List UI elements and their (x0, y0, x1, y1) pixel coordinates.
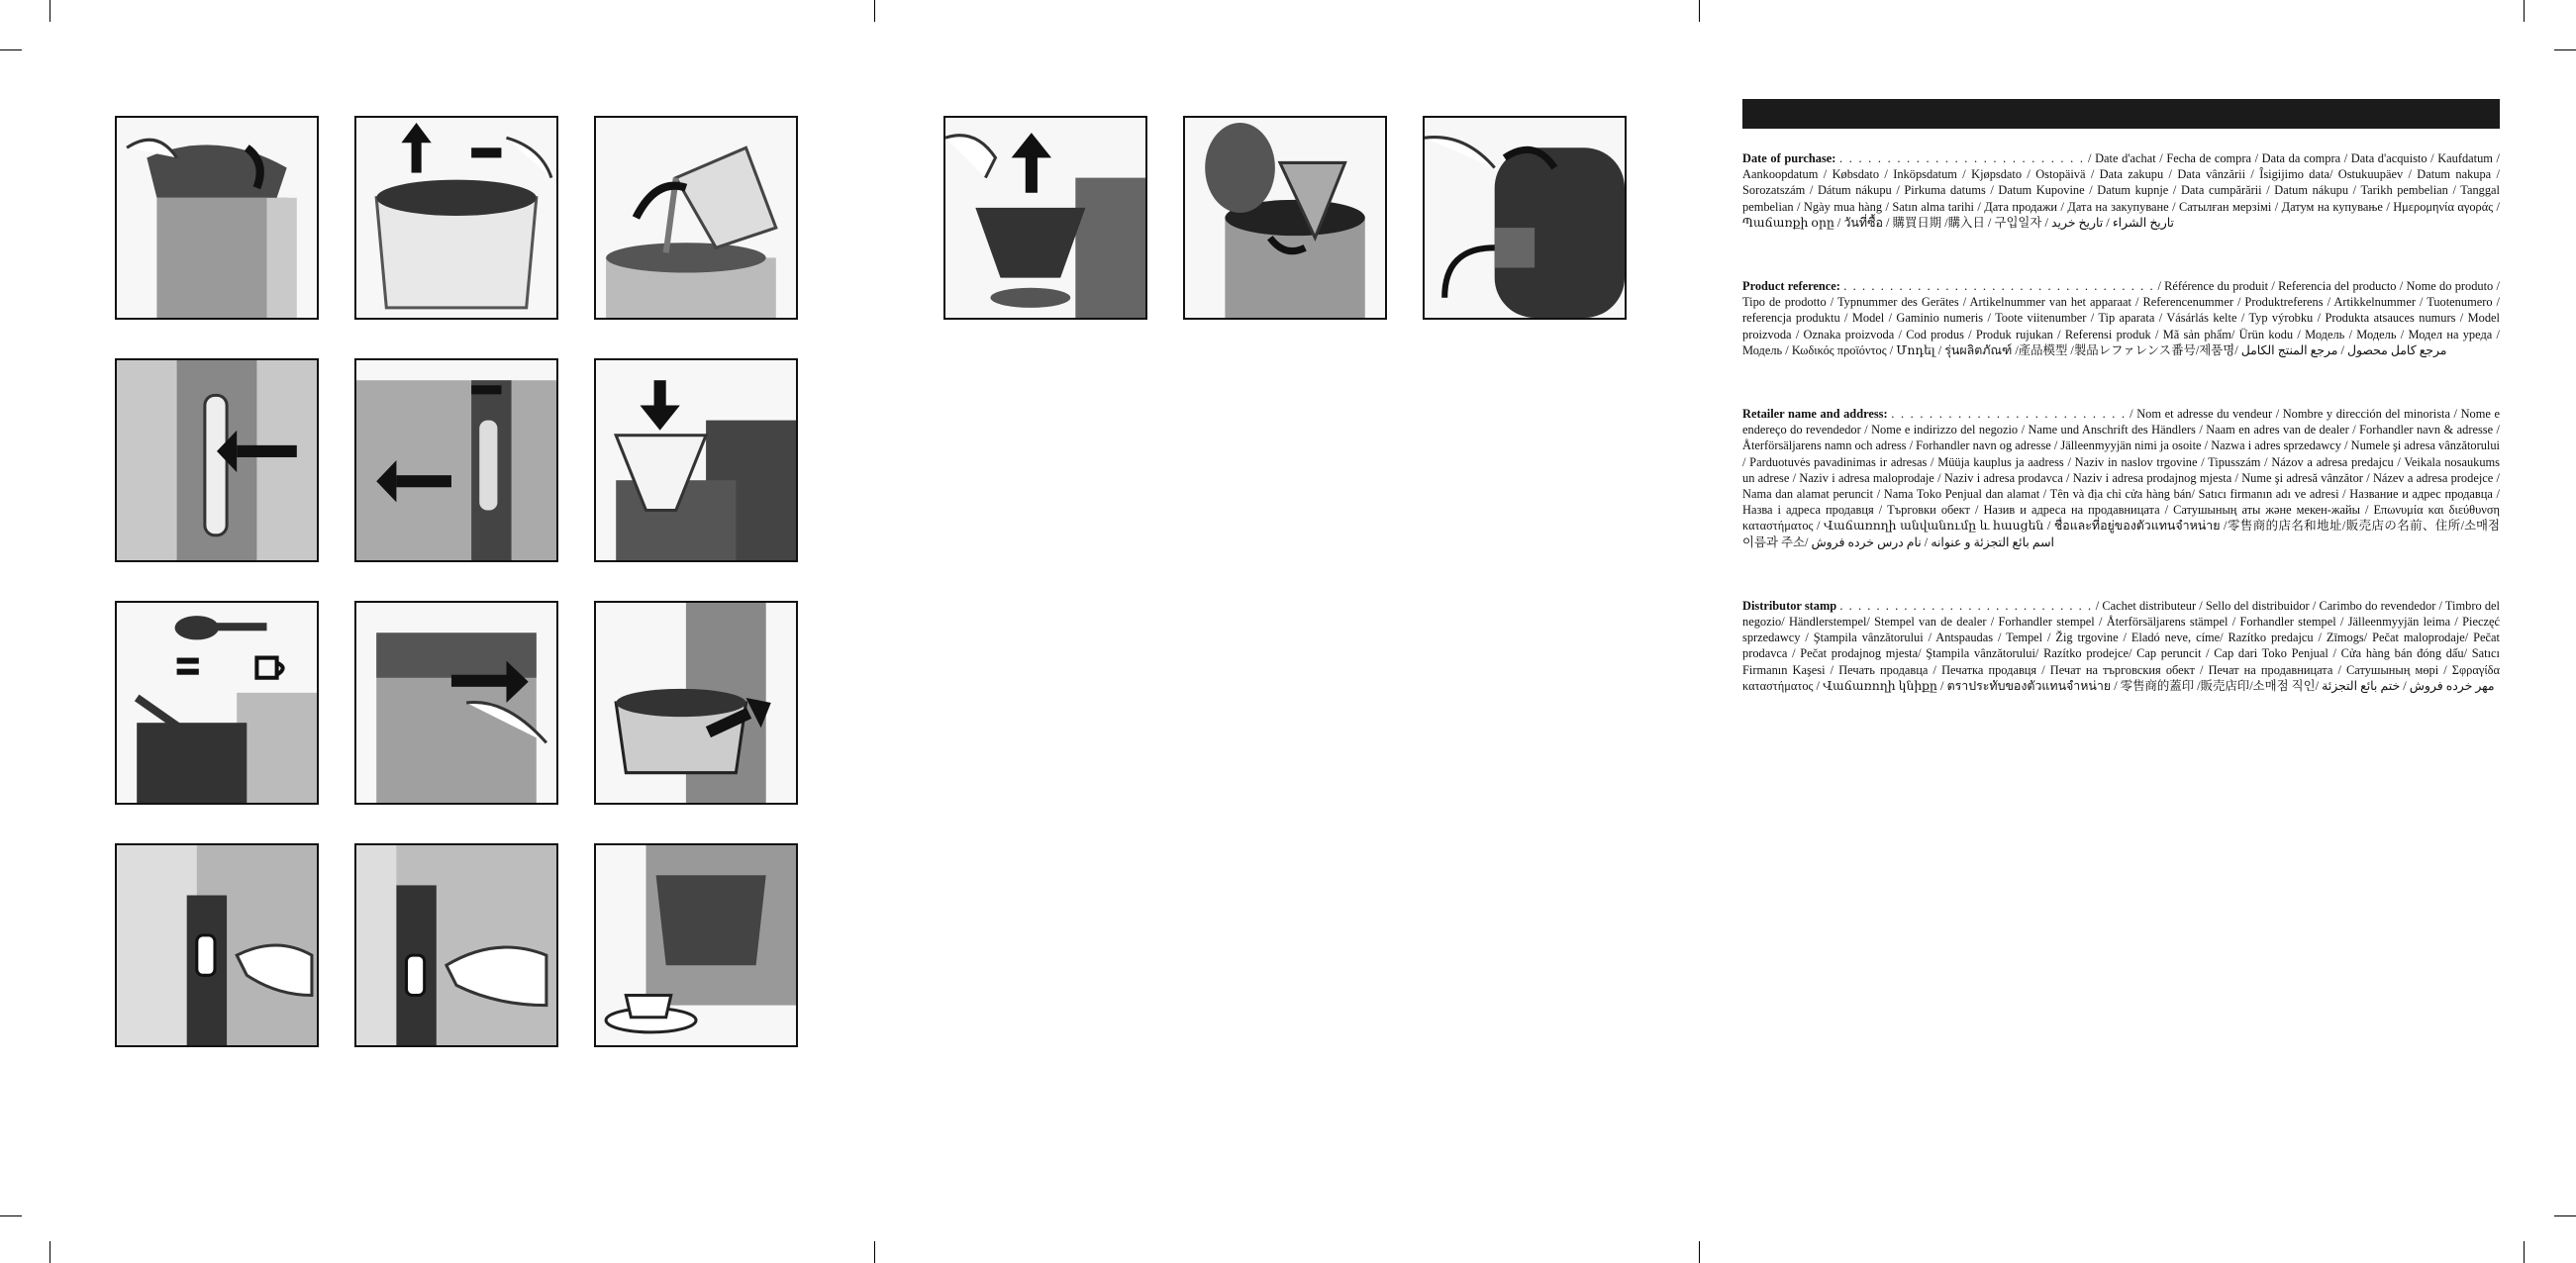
illustration-unplug-cord (1423, 116, 1627, 320)
fill-line: . . . . . . . . . . . . . . . . . . . . . . . . . . . . . . . . . . (1843, 279, 2155, 294)
fill-line: . . . . . . . . . . . . . . . . . . . . . . . . . . . . (1839, 598, 2093, 613)
illustration-press-switch-off (354, 843, 558, 1047)
illustration-remove-carafe-lid (354, 116, 558, 320)
field-translations: / Date d'achat / Fecha de compra / Data da compra / Data d'acquisto / Kaufdatum / Aankoopdatum / Købsdato / Inköpsdatum / Kjøpsdato / Ostopäivä / Data zakupu / Data vânzării / Ȋsigijimo data/ Ostukuupäev / Datum nakupa / Sorozatszám / Dátum nákupu / Pirkuma datums / Datum Kupovine / Datum kupnje / Data cumpărării / Datum nákupu / Tarikh pembelian / Tanggal pembelian / Ngày mua hàng / Satın alma tarihi / Дата продажи / Дата на закупуване / Сатылған мерзімі / Датум на купување / Ημερομηνία αγοράς / Պաճառքի օրը / วันที่ซื้อ / 購買日期 /購入日 / 구입일자 / تاريخ الشراء / تاريخ خريد (1742, 151, 2500, 230)
illustration-insert-carafe (594, 601, 798, 805)
illustration-insert-filter (594, 358, 798, 562)
field-label: Retailer name and address: (1742, 407, 1888, 422)
illustration-serve-coffee (594, 843, 798, 1047)
field-label: Date of purchase: (1742, 151, 1836, 165)
illustration-pour-water (594, 116, 798, 320)
illustration-add-coffee (115, 601, 319, 805)
illustration-remove-filter-holder (943, 116, 1147, 320)
product-info-form (1742, 99, 2500, 694)
field-product-reference (1742, 278, 2500, 358)
field-retailer-name-address (1742, 406, 2500, 550)
field-label: Product reference: (1742, 279, 1840, 294)
field-translations: / Nom et adresse du vendeur / Nombre y dirección del minorista / Nome e endereço do revendedor / Nome e indirizzo del negozio / Name und Anschrift des Händlers / Naam en adres van de dealer / Forhandler navn & adresse / Återförsäljarens namn och adress / Forhandler navn og adresse / Jälleenmyyjän nimi ja osoite / Nazwa i adres sprzedawcy / Numele şi adresa vânzătorului / Parduotuvės pavadinimas ir adresas / Müüja kauplus ja aadress / Naziv in naslov trgovine / Tipusszám / Názov a adresa predajcu / Veikala nosaukums un adrese / Naziv i adresa maloprodaje / Naziv i adresa prodavca / Naziv i adresa prodajnog mjesta / Nume şi adresă vânzător / Název a adresa prodejce / Nama dan alamat peruncit / Nama Toko Penjual dan alamat / Tên và địa chỉ cửa hàng bán/ Satıcı firmanın adı ve adresi / Название и адрес продавца / Назва і адреса продавця / Търговки обект / Назив и адреса на продавницата / Сатушының аты және мекен-жайы / Επωνυμία και διεύθυνση καταστήματος / Վաճառողի անվանումը և հասցեն / ชื่อและที่อยู่ของตัวแทนจำหน่าย /零售商的店名和地址/販売店の名前、住所/소매점 이름과 주소/ اسم بائع التجزئة و عنوانه / نام درس خرده فروش (1742, 407, 2500, 549)
illustration-close-lid (354, 601, 558, 805)
field-translations: / Référence du produit / Referencia del producto / Nome do produto / Tipo de prodotto / Typnummer des Gerätes / Artikelnummer van het apparaat / Referencenummer / Produktreferens / Artikkelnummer / Tuotenumero / referencja produktu / Model / Gaminio numeris / Toote viitenumber / Tip aparata / Vásárlás kelte / Typ výrobku / Produkta atsauces numurs / Model proizvoda / Oznaka proizvoda / Cod produs / Produk rujukan / Referensi produk / Mã sản phẩm/ Ürün kodu / Модель / Модель / Модел на уреда / Модель / Κωδικός προϊόντος / Մոդել / รุ่นผลิตภัณฑ์ /產品模型 /製品レファレンス番号/제품명/ مرجع كامل محصول / مرجع المنتج الكامل (1742, 279, 2500, 357)
fill-line: . . . . . . . . . . . . . . . . . . . . . . . . . . (1839, 151, 2085, 165)
field-distributor-stamp (1742, 598, 2500, 694)
field-label: Distributor stamp (1742, 598, 1837, 613)
field-date-of-purchase (1742, 150, 2500, 231)
header-bar (1742, 99, 2500, 129)
field-translations: / Cachet distributeur / Sello del distribuidor / Carimbo do revendedor / Timbro del negozio/ Händlerstempel/ Stempel van de dealer / Forhandler stempel / Återförsäljarens stämpel / Forhandler stempel / Jälleenmyyjän leima / Pieczęć sprzedawcy / Ştampila vânzătorului / Antspaudas / Tempel / Žig trgovine / Eladó neve, címe/ Razítko predajcu / Zīmogs/ Pečat maloprodaje/ Pečat prodavca / Pečat prodajnog mjesta/ Ştampila vânzătorului/ Razítko prodejce/ Cap peruncit / Cap dari Toko Penjual / Cửa hàng bán đóng dấu/ Satıcı Firmanın Kaşesi / Печать продавца / Печатка продавця / Печат на търговския обект / Печат на продавницата / Сатушының мөрі / Σφραγίδα καταστήματος / Վաճառողի կնիքը / ตราประทับของตัวแทนจำหน่าย / 零售商的蓋印 /販売店印/소매점 직인/ مهر خرده فروش / ختم بائع التجزئة (1742, 598, 2500, 693)
illustration-replace-reservoir-cover (354, 358, 558, 562)
illustration-clean-filter (1183, 116, 1387, 320)
illustration-open-lid (115, 116, 319, 320)
fill-line: . . . . . . . . . . . . . . . . . . . . . . . . . (1891, 407, 2127, 422)
illustration-water-level (115, 358, 319, 562)
illustration-press-switch (115, 843, 319, 1047)
